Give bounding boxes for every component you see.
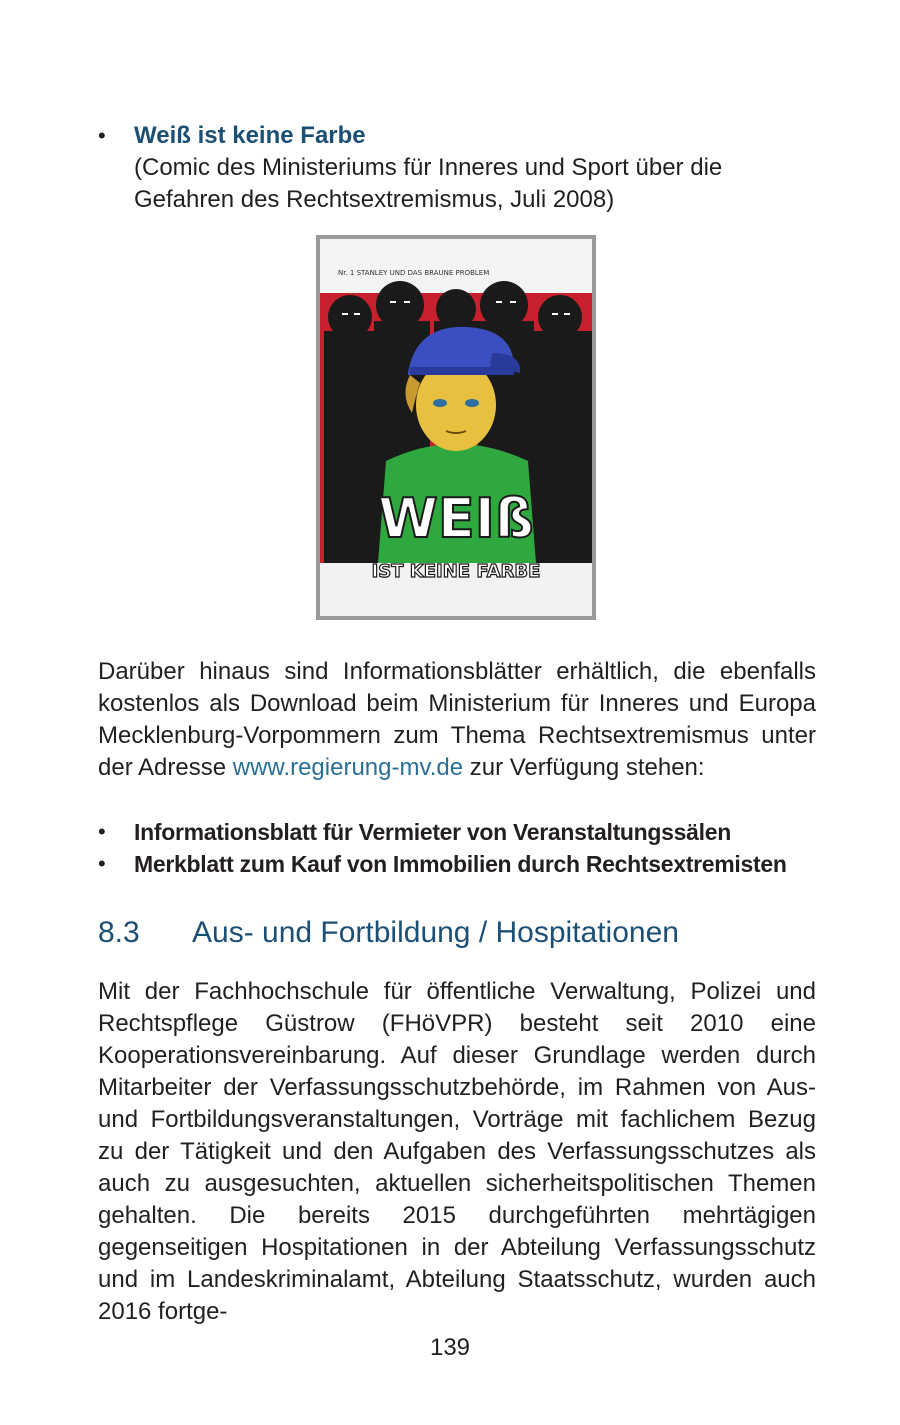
comic-description: (Comic des Ministeriums für Inneres und Sport über die Gefahren des Rechtsextremismus, Juli 2008)	[134, 154, 723, 213]
paragraph-info-sheets	[98, 656, 816, 784]
cover-subtitle: IST KEINE FARBE	[371, 561, 541, 582]
website-link[interactable]: www.regierung-mv.de	[232, 754, 464, 781]
bullet-marker: •	[98, 123, 106, 148]
bullet-marker: •	[98, 819, 106, 844]
comic-list-item	[98, 120, 818, 220]
list-item	[98, 848, 858, 880]
comic-title: Weiß ist keine Farbe	[134, 122, 366, 149]
paragraph-text-end: zur Verfügung stehen:	[469, 754, 705, 781]
section-title: Aus- und Fortbildung / Hospitationen	[192, 916, 679, 949]
paragraph-text: Darüber hinaus sind Informationsblätter erhältlich, die ebenfalls kostenlos als Download beim Ministerium für Inneres und Europa Mecklenburg-Vorpommern zum Thema Rechtsextremismus unter der Adresse	[98, 658, 816, 781]
list-item-label: Informationsblatt für Vermieter von Veranstaltungssälen	[134, 819, 731, 845]
page-number: 139	[429, 1334, 471, 1361]
list-item-label: Merkblatt zum Kauf von Immobilien durch Rechtsextremisten	[134, 851, 787, 877]
bullet-marker: •	[98, 851, 106, 876]
comic-cover-image	[316, 235, 596, 620]
paragraph-training: Mit der Fachhochschule für öffentliche Verwaltung, Polizei und Rechtspflege Güstrow (FHöVPR) besteht seit 2010 eine Kooperationsvereinbarung. Auf dieser Grundlage werden durch Mitarbeiter der Verfassungsschutzbehörde, im Rahmen von Aus- und Fortbildungsveranstaltungen, Vorträge mit fachlichem Bezug zu der Tätigkeit und den Aufgaben des Verfassungsschutzes als auch zu ausgesuchten, aktuellen sicherheitspolitischen Themen gehalten. Die bereits 2015 durchgeführten mehrtägigen gegenseitigen Hospitationen in der Abteilung Verfassungsschutz und im Landeskriminalamt, Abteilung Staatsschutz, wurden auch 2016 fortge-	[98, 978, 816, 1325]
cover-top-line: Nr. 1 STANLEY UND DAS BRAUNE PROBLEM	[338, 269, 490, 277]
section-heading	[98, 912, 818, 954]
cover-title: WEIß	[378, 487, 534, 550]
section-number: 8.3	[98, 916, 140, 949]
list-item	[98, 816, 858, 848]
